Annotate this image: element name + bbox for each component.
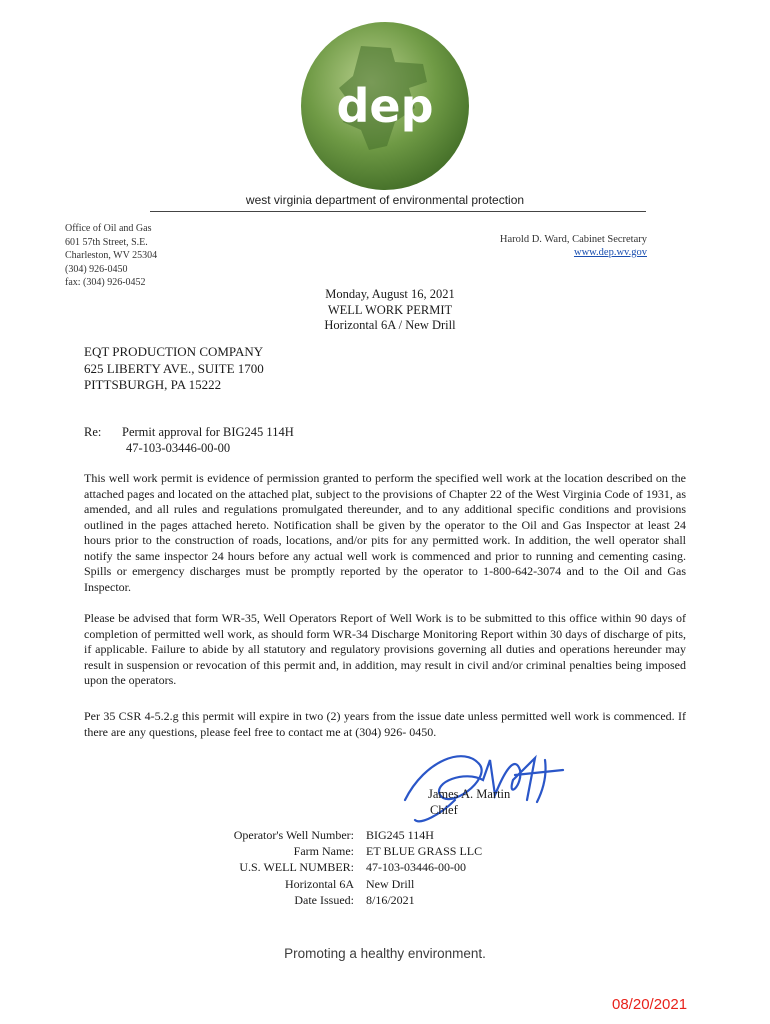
office-line: Office of Oil and Gas [65, 223, 152, 234]
logo-text: dep [336, 79, 434, 133]
agency-tagline: west virginia department of environmental protection [245, 193, 525, 207]
detail-row [190, 892, 482, 908]
header-rule [150, 211, 646, 212]
permit-date: Monday, August 16, 2021 [325, 287, 455, 301]
well-details [190, 827, 482, 908]
office-line: Charleston, WV 25304 [65, 250, 158, 262]
detail-value: ET BLUE GRASS LLC [366, 844, 483, 859]
office-line: 601 57th Street, S.E. [65, 236, 148, 248]
detail-label: U.S. WELL NUMBER: [239, 860, 354, 875]
permit-type: Horizontal 6A / New Drill [324, 318, 456, 333]
recipient-company: EQT PRODUCTION COMPANY [84, 344, 264, 359]
received-date-stamp: 08/20/2021 [612, 996, 688, 1013]
detail-row [190, 843, 482, 859]
office-line: fax: (304) 926-0452 [65, 277, 146, 289]
detail-value: New Drill [366, 876, 415, 891]
re-api-number: 47-103-03446-00-00 [126, 441, 231, 455]
recipient-city: PITTSBURGH, PA 15222 [84, 377, 222, 392]
body-paragraph-2: Please be advised that form WR-35, Well Operators Report of Well Work is to be submitted to this office within 90 days of completion of permitted well work, as should form WR-34 Discharge Monitoring Report within 30 days of discharge of pits, if applicable. Failure to abide by all statutory and regulatory provisions governing all duties and operations hereunder may result in suspension or revocation of this permit and, in addition, may result in civil and/or criminal penalties being imposed upon the operators. [84, 611, 686, 687]
re-permit: Permit approval for BIG245 114H [122, 425, 294, 439]
detail-label: Date Issued: [294, 892, 354, 907]
secretary-block [500, 233, 647, 259]
website-link[interactable]: www.dep.wv.gov [573, 247, 647, 258]
detail-value: 8/16/2021 [366, 892, 415, 907]
detail-label: Operator's Well Number: [233, 828, 354, 842]
office-address [65, 222, 157, 290]
detail-row [190, 876, 482, 892]
detail-row [190, 859, 482, 875]
recipient-address [84, 344, 264, 394]
detail-value: BIG245 114H [366, 828, 434, 842]
recipient-street: 625 LIBERTY AVE., SUITE 1700 [84, 360, 264, 376]
subject-line [84, 424, 294, 456]
detail-row [190, 827, 482, 843]
signatory-name: James A. Martin [428, 787, 511, 801]
signatory-title: Chief [430, 803, 458, 817]
footer-slogan: Promoting a healthy environment. [284, 946, 486, 961]
permit-heading [290, 287, 490, 334]
detail-label: Farm Name: [293, 844, 354, 859]
signatory [428, 786, 510, 818]
permit-title: WELL WORK PERMIT [327, 302, 453, 317]
office-line: (304) 926-0450 [65, 263, 128, 275]
body-paragraph-3: Per 35 CSR 4-5.2.g this permit will expire in two (2) years from the issue date unless permitted well work is commenced. If there are any questions, please feel free to contact me at (304) 926- 0450. [84, 709, 686, 739]
re-label: Re: [84, 425, 102, 439]
detail-value: 47-103-03446-00-00 [366, 860, 466, 875]
body-paragraph-1: This well work permit is evidence of permission granted to perform the specified well work at the location described on the attached pages and located on the attached plat, subject to the provisions of Chapter 22 of the West Virginia Code of 1931, as amended, and all rules and regulations promulgated thereunder, and to any additional specific conditions and provisions outlined in the pages attached hereto. Notification shall be given by the operator to the Oil and Gas Inspector at least 24 hours prior to the construction of roads, locations, and/or pits for any permitted work. In addition, the well operator shall notify the same inspector 24 hours before any actual well work is commenced and prior to running and cementing casing. Spills or emergency discharges must be promptly reported by the operator to 1-800-642-3074 and to the Oil and Gas Inspector. [84, 471, 686, 594]
detail-label: Horizontal 6A [285, 876, 354, 891]
secretary-name: Harold D. Ward, Cabinet Secretary [499, 234, 647, 245]
dep-logo [291, 18, 479, 194]
